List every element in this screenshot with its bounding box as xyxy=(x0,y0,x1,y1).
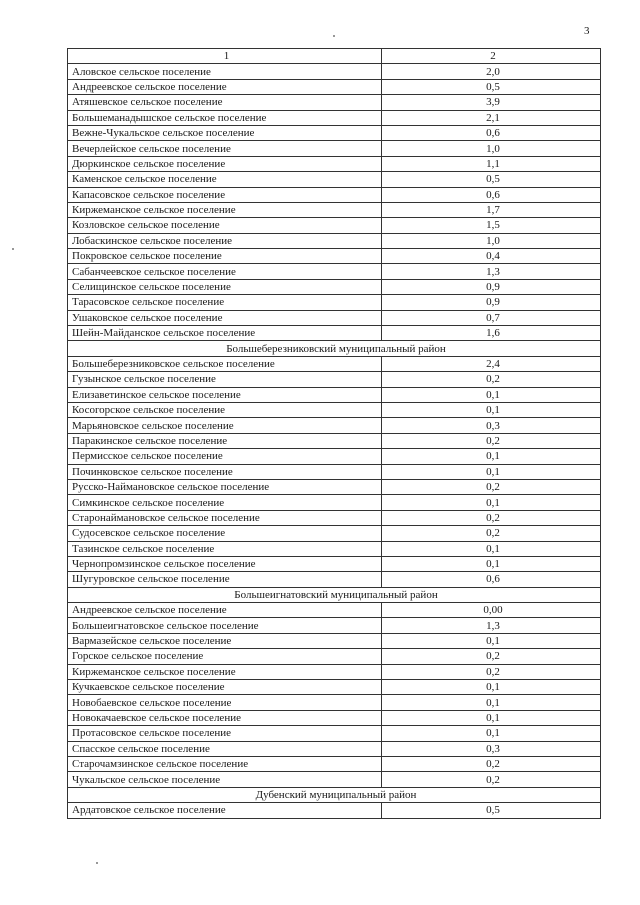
table-row xyxy=(68,680,601,695)
table-row xyxy=(68,664,601,679)
table-row xyxy=(68,803,601,818)
settlement-name: Киржеманское сельское поселение xyxy=(68,202,382,217)
settlement-value: 0,2 xyxy=(382,479,601,494)
table-row xyxy=(68,756,601,771)
settlement-name: Дюркинское сельское поселение xyxy=(68,156,382,171)
table-row xyxy=(68,772,601,787)
settlement-value: 1,3 xyxy=(382,264,601,279)
settlement-name: Пермисское сельское поселение xyxy=(68,449,382,464)
table-row xyxy=(68,249,601,264)
settlement-value: 0,1 xyxy=(382,541,601,556)
table-row xyxy=(68,125,601,140)
district-header-row xyxy=(68,341,601,356)
table-row xyxy=(68,172,601,187)
settlement-name: Русско-Наймановское сельское поселение xyxy=(68,479,382,494)
table-row xyxy=(68,526,601,541)
settlement-name: Ардатовское сельское поселение xyxy=(68,803,382,818)
settlements-table xyxy=(67,48,601,819)
settlement-name: Большеберезниковское сельское поселение xyxy=(68,356,382,371)
table-row xyxy=(68,95,601,110)
table-row xyxy=(68,695,601,710)
settlement-name: Горское сельское поселение xyxy=(68,649,382,664)
settlement-name: Вармазейское сельское поселение xyxy=(68,633,382,648)
district-name: Большеигнатовский муниципальный район xyxy=(68,587,601,602)
settlement-name: Вежне-Чукальское сельское поселение xyxy=(68,125,382,140)
settlement-value: 0,2 xyxy=(382,510,601,525)
settlement-value: 2,1 xyxy=(382,110,601,125)
table-row xyxy=(68,541,601,556)
settlement-value: 0,3 xyxy=(382,741,601,756)
table-row xyxy=(68,79,601,94)
table-row xyxy=(68,495,601,510)
scan-speck xyxy=(12,248,14,250)
settlement-name: Ушаковское сельское поселение xyxy=(68,310,382,325)
settlement-value: 2,0 xyxy=(382,64,601,79)
table-row xyxy=(68,156,601,171)
table-row xyxy=(68,649,601,664)
settlement-name: Старочамзинское сельское поселение xyxy=(68,756,382,771)
table-row xyxy=(68,710,601,725)
settlement-name: Старонаймановское сельское поселение xyxy=(68,510,382,525)
settlement-name: Протасовское сельское поселение xyxy=(68,726,382,741)
settlement-value: 0,1 xyxy=(382,495,601,510)
table-row xyxy=(68,326,601,341)
settlement-name: Косогорское сельское поселение xyxy=(68,402,382,417)
settlement-name: Починковское сельское поселение xyxy=(68,464,382,479)
settlement-name: Новокачаевское сельское поселение xyxy=(68,710,382,725)
settlement-value: 0,1 xyxy=(382,402,601,417)
table-header-row xyxy=(68,49,601,64)
settlement-value: 0,1 xyxy=(382,695,601,710)
table-row xyxy=(68,510,601,525)
settlement-value: 0,2 xyxy=(382,756,601,771)
table-row xyxy=(68,233,601,248)
settlement-name: Чернопромзинское сельское поселение xyxy=(68,556,382,571)
settlement-value: 1,1 xyxy=(382,156,601,171)
settlement-value: 1,6 xyxy=(382,326,601,341)
table-row xyxy=(68,310,601,325)
settlement-value: 1,0 xyxy=(382,141,601,156)
table-body xyxy=(68,64,601,818)
settlement-value: 0,1 xyxy=(382,556,601,571)
page-number: 3 xyxy=(584,25,590,37)
district-header-row xyxy=(68,587,601,602)
district-name: Дубенский муниципальный район xyxy=(68,787,601,802)
district-name: Большеберезниковский муниципальный район xyxy=(68,341,601,356)
settlement-name: Лобаскинское сельское поселение xyxy=(68,233,382,248)
settlement-name: Аловское сельское поселение xyxy=(68,64,382,79)
settlement-value: 0,3 xyxy=(382,418,601,433)
table-row xyxy=(68,449,601,464)
settlement-value: 0,1 xyxy=(382,680,601,695)
table-row xyxy=(68,110,601,125)
scan-speck xyxy=(96,862,98,864)
settlement-name: Капасовское сельское поселение xyxy=(68,187,382,202)
table-row xyxy=(68,141,601,156)
settlement-value: 0,2 xyxy=(382,772,601,787)
settlement-value: 0,1 xyxy=(382,387,601,402)
settlement-value: 0,1 xyxy=(382,633,601,648)
settlement-value: 0,9 xyxy=(382,295,601,310)
settlement-name: Паракинское сельское поселение xyxy=(68,433,382,448)
table-row xyxy=(68,433,601,448)
settlement-value: 0,6 xyxy=(382,572,601,587)
table-row xyxy=(68,187,601,202)
settlement-value: 0,5 xyxy=(382,79,601,94)
scan-speck xyxy=(333,35,335,37)
settlement-name: Андреевское сельское поселение xyxy=(68,79,382,94)
settlement-name: Симкинское сельское поселение xyxy=(68,495,382,510)
settlement-name: Гузынское сельское поселение xyxy=(68,372,382,387)
column-header-1: 1 xyxy=(68,49,382,64)
district-header-row xyxy=(68,787,601,802)
settlement-value: 0,5 xyxy=(382,803,601,818)
table-row xyxy=(68,372,601,387)
table-row xyxy=(68,572,601,587)
settlement-value: 0,2 xyxy=(382,372,601,387)
table-row xyxy=(68,633,601,648)
settlement-name: Судосевское сельское поселение xyxy=(68,526,382,541)
table-row xyxy=(68,356,601,371)
table-row xyxy=(68,556,601,571)
settlement-value: 0,6 xyxy=(382,125,601,140)
settlement-value: 0,2 xyxy=(382,664,601,679)
settlement-value: 0,9 xyxy=(382,279,601,294)
settlement-value: 0,5 xyxy=(382,172,601,187)
settlement-name: Шейн-Майданское сельское поселение xyxy=(68,326,382,341)
settlement-value: 0,00 xyxy=(382,603,601,618)
table-row xyxy=(68,603,601,618)
settlement-value: 0,2 xyxy=(382,433,601,448)
settlement-value: 2,4 xyxy=(382,356,601,371)
settlement-name: Кучкаевское сельское поселение xyxy=(68,680,382,695)
settlement-name: Каменское сельское поселение xyxy=(68,172,382,187)
settlement-name: Тазинское сельское поселение xyxy=(68,541,382,556)
settlement-name: Елизаветинское сельское поселение xyxy=(68,387,382,402)
table-row xyxy=(68,418,601,433)
table-row xyxy=(68,464,601,479)
table-row xyxy=(68,218,601,233)
settlement-value: 0,2 xyxy=(382,526,601,541)
column-header-2: 2 xyxy=(382,49,601,64)
table-row xyxy=(68,202,601,217)
settlement-value: 1,3 xyxy=(382,618,601,633)
settlement-name: Большеигнатовское сельское поселение xyxy=(68,618,382,633)
settlement-name: Атяшевское сельское поселение xyxy=(68,95,382,110)
table-row xyxy=(68,618,601,633)
settlement-value: 0,7 xyxy=(382,310,601,325)
settlement-value: 0,1 xyxy=(382,449,601,464)
settlement-value: 0,1 xyxy=(382,726,601,741)
settlement-value: 0,2 xyxy=(382,649,601,664)
table-row xyxy=(68,726,601,741)
settlement-value: 1,0 xyxy=(382,233,601,248)
table-row xyxy=(68,387,601,402)
table-row xyxy=(68,279,601,294)
settlement-value: 1,7 xyxy=(382,202,601,217)
settlement-name: Селищинское сельское поселение xyxy=(68,279,382,294)
settlement-name: Киржеманское сельское поселение xyxy=(68,664,382,679)
settlement-name: Андреевское сельское поселение xyxy=(68,603,382,618)
settlement-name: Козловское сельское поселение xyxy=(68,218,382,233)
settlement-value: 0,1 xyxy=(382,710,601,725)
settlement-value: 1,5 xyxy=(382,218,601,233)
table-row xyxy=(68,741,601,756)
settlement-name: Сабанчеевское сельское поселение xyxy=(68,264,382,279)
settlement-name: Тарасовское сельское поселение xyxy=(68,295,382,310)
table-row xyxy=(68,479,601,494)
settlement-name: Шугуровское сельское поселение xyxy=(68,572,382,587)
settlement-value: 0,1 xyxy=(382,464,601,479)
settlement-name: Покровское сельское поселение xyxy=(68,249,382,264)
settlement-name: Спасское сельское поселение xyxy=(68,741,382,756)
settlement-name: Чукальское сельское поселение xyxy=(68,772,382,787)
table-row xyxy=(68,402,601,417)
settlement-name: Большеманадышское сельское поселение xyxy=(68,110,382,125)
settlement-name: Марьяновское сельское поселение xyxy=(68,418,382,433)
table-row xyxy=(68,264,601,279)
table-row xyxy=(68,295,601,310)
settlement-value: 0,4 xyxy=(382,249,601,264)
settlement-name: Вечерлейское сельское поселение xyxy=(68,141,382,156)
settlement-value: 3,9 xyxy=(382,95,601,110)
table-row xyxy=(68,64,601,79)
settlement-value: 0,6 xyxy=(382,187,601,202)
settlement-name: Новобаевское сельское поселение xyxy=(68,695,382,710)
